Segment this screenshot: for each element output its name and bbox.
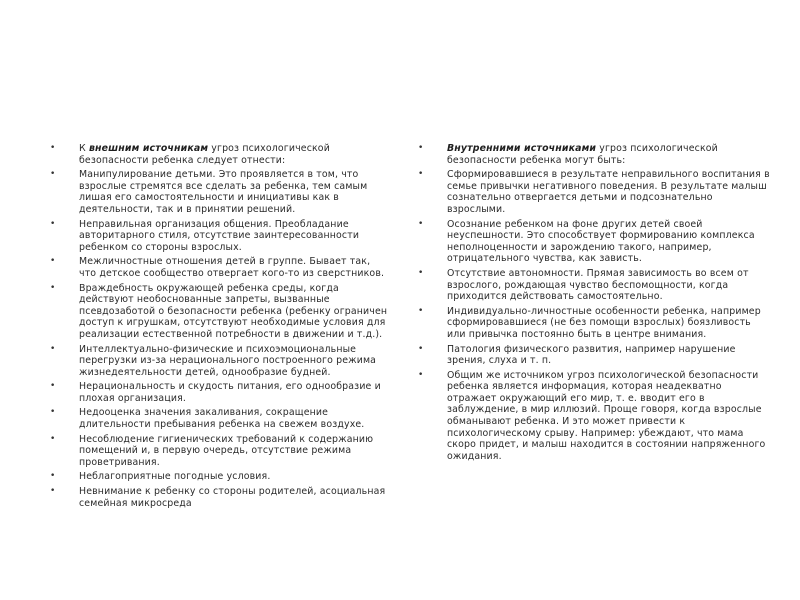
- item-text: угроз психологической безопасности ребенка следует отнести:: [79, 143, 330, 166]
- list-item: [50, 283, 390, 341]
- right-column: [418, 143, 770, 465]
- item-text: Сформировавшиеся в результате неправильного воспитания в семье привычки негативного поведения. В результате малыш сознательно отвергается детьми и подсознательно взрослыми.: [447, 169, 770, 215]
- internal-sources-list: [418, 143, 770, 462]
- item-text: Патология физического развития, например нарушение зрения, слуха и т. п.: [447, 343, 736, 367]
- list-item: [50, 169, 390, 215]
- item-text: К: [79, 143, 89, 154]
- item-text: Отсутствие автономности. Прямая зависимость во всем от взрослого, рождающая чувство беспомощности, когда приходится действовать самостоятельно.: [447, 267, 749, 303]
- item-text: Индивидуально-личностные особенности ребенка, например сформировавшиеся (не без помощи взрослых) боязливость или привычка постоянно быть в центре внимания.: [447, 305, 761, 340]
- item-text: Общим же источником угроз психологической безопасности ребенка является информация, которая неадекватно отражает окружающий его мир, т. е. вводит его в заблуждение, в мир иллюзий. Проще говоря, когда взрослые обманывают ребенка. И это может привести к психологическому срыву. Например: убеждают, что мама скоро придет, и малыш находится в состоянии напряженного ожидания.: [447, 369, 766, 462]
- list-item: [418, 169, 770, 215]
- list-item: [418, 370, 770, 463]
- list-item: [50, 219, 390, 254]
- list-item: [418, 344, 770, 367]
- item-text: Неблагоприятные погодные условия.: [79, 471, 271, 483]
- item-text: Осознание ребенком на фоне других детей своей неуспешности. Это способствует формированию комплекса неполноценности и зарождению такого, например, отрицательного чувства, как зависть.: [447, 218, 755, 265]
- list-item: [50, 381, 390, 404]
- list-item: [50, 344, 390, 379]
- list-item: [50, 407, 390, 430]
- external-sources-list: [50, 143, 390, 509]
- left-column: [50, 143, 390, 512]
- list-item: [50, 143, 390, 166]
- item-text: Несоблюдение гигиенических требований к содержанию помещений и, в первую очередь, отсутствие режима проветривания.: [79, 433, 374, 468]
- item-text: Недооценка значения закаливания, сокращение длительности пребывания ребенка на свежем воздухе.: [79, 407, 365, 431]
- item-text: Межличностные отношения детей в группе. Бывает так, что детское сообщество отвергает кого-то из сверстников.: [79, 256, 385, 279]
- list-item: [418, 268, 770, 303]
- highlight-term: внешним источникам: [88, 143, 209, 154]
- item-text: Интеллектуально-физические и психоэмоциональные перегрузки из-за нерационального построенного режима жизнедеятельности детей, однообразие будней.: [79, 343, 377, 378]
- list-item: [418, 143, 770, 166]
- item-text: Невнимание к ребенку со стороны родителей, асоциальная семейная микросреда: [79, 486, 386, 509]
- item-text: Неправильная организация общения. Преобладание авторитарного стиля, отсутствие заинтересованности ребенком со стороны взрослых.: [79, 218, 360, 253]
- item-text: Манипулирование детьми. Это проявляется в том, что взрослые стремятся все сделать за ребенка, тем самым лишая его самостоятельности и инициативы как в деятельности, так и в принятии решений.: [79, 169, 368, 215]
- list-item: [418, 219, 770, 265]
- list-item: [50, 486, 390, 509]
- item-text: угроз психологической безопасности ребенка могут быть:: [447, 143, 718, 166]
- highlight-term: Внутренними источниками: [447, 143, 597, 154]
- list-item: [50, 256, 390, 279]
- item-text: Нерациональность и скудость питания, его однообразие и плохая организация.: [79, 381, 381, 404]
- item-text: Враждебность окружающей ребенка среды, когда действуют необоснованные запреты, вызванные псевдозаботой о безопасности ребенка (ребенку ограничен доступ к игрушкам, отсутствуют необходимые условия для реализации естественной потребности в движении и т.д.).: [79, 282, 388, 340]
- list-item: [418, 306, 770, 341]
- list-item: [50, 434, 390, 469]
- list-item: [50, 471, 390, 483]
